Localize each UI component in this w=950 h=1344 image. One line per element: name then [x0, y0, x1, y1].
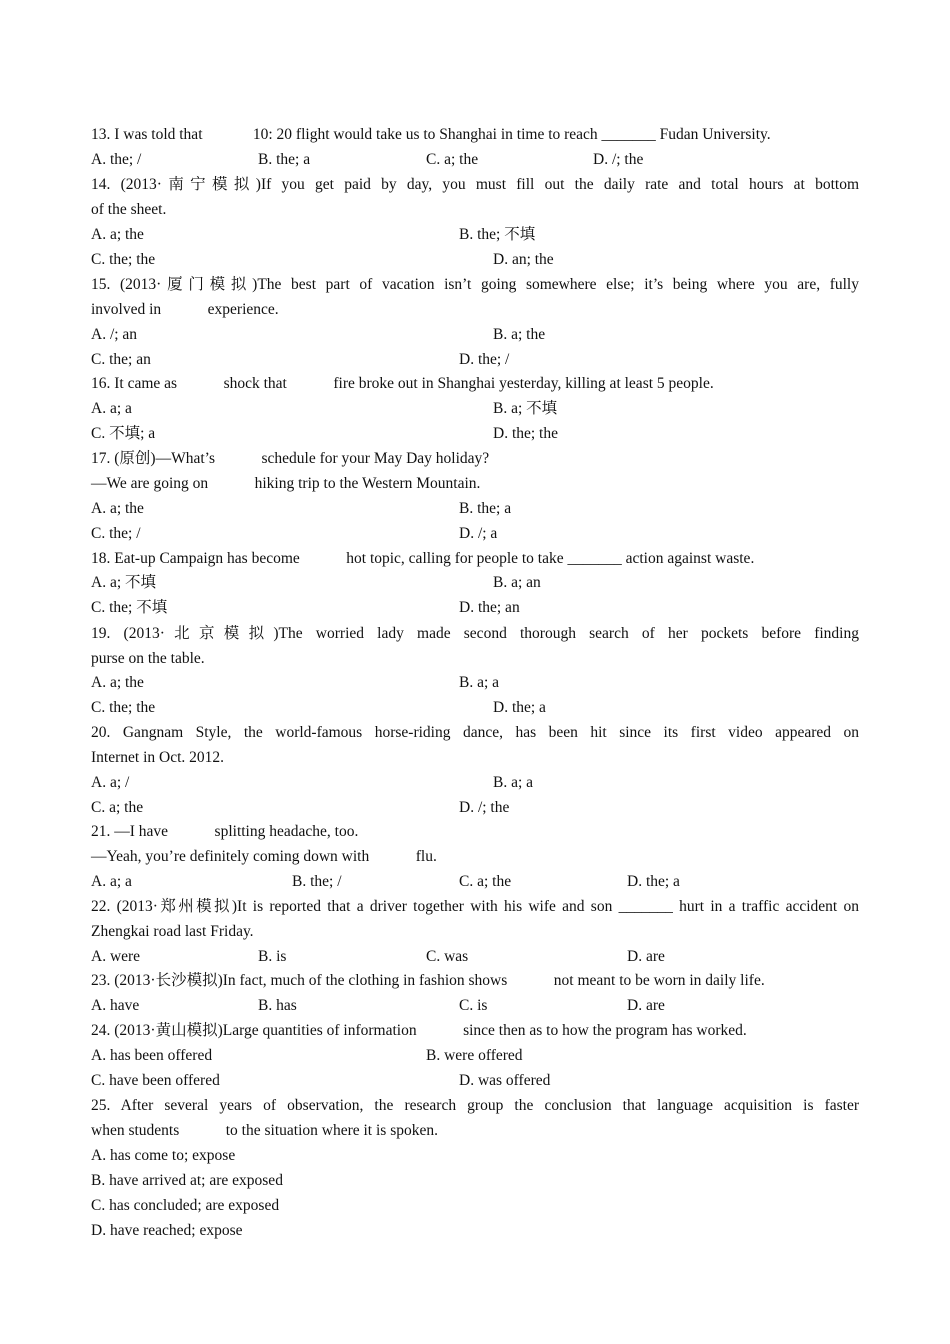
q14-option-b: B. the; 不填: [459, 226, 536, 243]
q17-option-b: B. the; a: [459, 500, 512, 517]
q22-option-d: D. are: [627, 948, 665, 965]
question-13: 13. I was told that 10: 20 flight would take us to Shanghai in time to reach _______ Fudan University.: [91, 126, 771, 143]
q20-line-1: 20. Gangnam Style, the world-famous horse-riding dance, has been hit since its first video appeared on: [91, 724, 859, 741]
q19-option-a: A. a; the: [91, 674, 144, 691]
q21-option-b: B. the; /: [292, 873, 342, 890]
question-24: 24. (2013·黄山模拟)Large quantities of information since then as to how the program has worked.: [91, 1022, 747, 1039]
q20-option-c: C. a; the: [91, 799, 144, 816]
q13-option-c: C. a; the: [426, 151, 479, 168]
q15-option-d: D. the; /: [459, 351, 510, 368]
q25-option-a: A. has come to; expose: [91, 1147, 236, 1164]
q19-option-c: C. the; the: [91, 699, 156, 716]
q18-option-c: C. the; 不填: [91, 599, 168, 616]
question-22: [91, 894, 859, 944]
q19-line-2: purse on the table.: [91, 650, 205, 667]
q15-option-a: A. /; an: [91, 326, 138, 343]
question-15: [91, 272, 859, 322]
q17-option-d: D. /; a: [459, 525, 498, 542]
q14-option-a: A. a; the: [91, 226, 144, 243]
q13-option-d: D. /; the: [593, 151, 644, 168]
q16-option-d: D. the; the: [493, 425, 558, 442]
q24-option-b: B. were offered: [426, 1047, 523, 1064]
q24-option-c: C. have been offered: [91, 1072, 220, 1089]
q22-line-2: Zhengkai road last Friday.: [91, 923, 254, 940]
q13-option-b: B. the; a: [258, 151, 311, 168]
q22-option-c: C. was: [426, 948, 469, 965]
q16-option-c: C. 不填; a: [91, 425, 156, 442]
question-21-reply: —Yeah, you’re definitely coming down with flu.: [91, 848, 437, 865]
q24-option-a: A. has been offered: [91, 1047, 213, 1064]
q25-option-b: B. have arrived at; are exposed: [91, 1172, 283, 1189]
q22-option-a: A. were: [91, 948, 141, 965]
q14-option-c: C. the; the: [91, 251, 156, 268]
q16-option-b: B. a; 不填: [493, 400, 558, 417]
question-17: 17. (原创)—What’s schedule for your May Day holiday?: [91, 450, 490, 467]
question-21: 21. —I have splitting headache, too.: [91, 823, 359, 840]
q21-option-a: A. a; a: [91, 873, 132, 890]
q25-option-d: D. have reached; expose: [91, 1222, 243, 1239]
q20-option-d: D. /; the: [459, 799, 510, 816]
q14-line-2: of the sheet.: [91, 201, 167, 218]
q17-option-a: A. a; the: [91, 500, 144, 517]
q20-line-2: Internet in Oct. 2012.: [91, 749, 225, 766]
q15-option-b: B. a; the: [493, 326, 546, 343]
q19-option-d: D. the; a: [493, 699, 546, 716]
q25-line-1: 25. After several years of observation, the research group the conclusion that language acquisition is faster: [91, 1097, 859, 1114]
q15-option-c: C. the; an: [91, 351, 151, 368]
question-20: [91, 720, 859, 770]
question-18: 18. Eat-up Campaign has become hot topic, calling for people to take _______ action against waste.: [91, 550, 755, 567]
q15-line-1: 15. (2013·厦门模拟)The best part of vacation isn’t going somewhere else; it’s being where you are, fully: [91, 276, 859, 293]
q18-option-d: D. the; an: [459, 599, 520, 616]
q20-option-b: B. a; a: [493, 774, 534, 791]
q20-option-a: A. a; /: [91, 774, 130, 791]
question-25: [91, 1093, 859, 1143]
question-19: [91, 621, 859, 671]
q18-option-a: A. a; 不填: [91, 574, 157, 591]
question-17-reply: —We are going on hiking trip to the Western Mountain.: [91, 475, 481, 492]
q19-option-b: B. a; a: [459, 674, 500, 691]
question-23: 23. (2013·长沙模拟)In fact, much of the clothing in fashion shows not meant to be worn in daily life.: [91, 972, 765, 989]
q14-line-1: 14. (2013·南宁模拟)If you get paid by day, you must fill out the daily rate and total hours at bottom: [91, 176, 859, 193]
question-14: [91, 172, 859, 222]
question-16: 16. It came as shock that fire broke out in Shanghai yesterday, killing at least 5 people.: [91, 375, 714, 392]
q22-line-1: 22. (2013·郑州模拟)It is reported that a driver together with his wife and son _______ hurt in a traffic accident on: [91, 898, 859, 915]
q14-option-d: D. an; the: [493, 251, 554, 268]
q21-option-c: C. a; the: [459, 873, 512, 890]
q16-option-a: A. a; a: [91, 400, 132, 417]
q13-option-a: A. the; /: [91, 151, 142, 168]
q21-option-d: D. the; a: [627, 873, 680, 890]
q15-line-2: involved in experience.: [91, 301, 279, 318]
q23-option-c: C. is: [459, 997, 488, 1014]
q22-option-b: B. is: [258, 948, 287, 965]
q17-option-c: C. the; /: [91, 525, 141, 542]
q23-option-a: A. have: [91, 997, 140, 1014]
q18-option-b: B. a; an: [493, 574, 541, 591]
q25-option-c: C. has concluded; are exposed: [91, 1197, 280, 1214]
q19-line-1: 19. (2013·北京模拟)The worried lady made second thorough search of her pockets before finding: [91, 625, 859, 642]
q24-option-d: D. was offered: [459, 1072, 551, 1089]
q23-option-d: D. are: [627, 997, 665, 1014]
q25-line-2: when students to the situation where it is spoken.: [91, 1122, 438, 1139]
q23-option-b: B. has: [258, 997, 297, 1014]
